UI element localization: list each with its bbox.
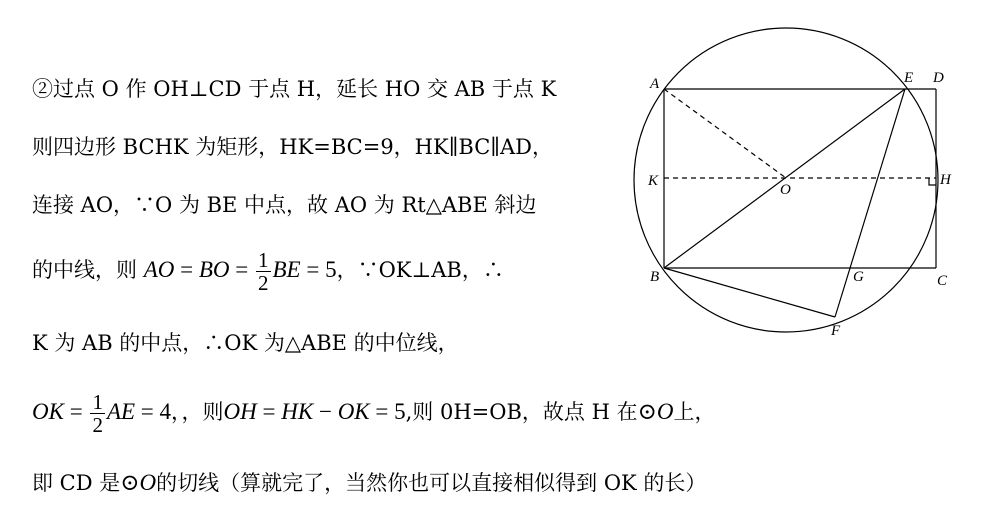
math-OH: OH	[223, 399, 257, 424]
circle-O	[634, 28, 938, 332]
segment-AO-dashed	[664, 89, 786, 178]
label-F: F	[831, 323, 841, 339]
math-eq: =	[256, 399, 282, 424]
math-OK: OK	[32, 399, 64, 424]
line-4-text-a: 的中线，则	[32, 258, 137, 282]
fraction-numerator: 1	[258, 248, 269, 272]
right-angle-mark-H	[929, 178, 936, 185]
math-AE: AE	[106, 399, 136, 424]
math-eq-value: = 4	[135, 399, 172, 424]
line-7-text-b: 的切线（算就完了，当然你也可以直接相似得到 OK 的长）	[156, 471, 707, 495]
line-6-text-a: ，，则	[171, 400, 224, 424]
fraction-numerator: 1	[92, 390, 103, 414]
line-2-text: 则四边形 BCHK 为矩形，HK=BC=9，HK∥BC∥AD，	[32, 135, 553, 159]
line-6-text-b: ,则 0H=OB，故点 H 在	[405, 400, 638, 424]
line-5-text: K 为 AB 的中点，∴OK 为△ABE 的中位线，	[32, 331, 459, 355]
math-eq: =	[174, 257, 199, 282]
math-eq: =	[63, 399, 89, 424]
label-O: O	[780, 182, 791, 198]
label-H: H	[940, 172, 951, 188]
label-A: A	[650, 76, 660, 92]
line-1-text: ②过点 O 作 OH⊥CD 于点 H，延长 HO 交 AB 于点 K	[32, 77, 557, 101]
line-4-text-b: ，∵OK⊥AB，∴	[336, 258, 504, 282]
circle-symbol: ⊙	[120, 470, 140, 495]
math-minus: −	[313, 399, 338, 424]
math-eq-value: = 5	[369, 399, 406, 424]
circle-symbol: ⊙	[637, 399, 657, 424]
math-eq: =	[229, 257, 254, 282]
fraction-denominator: 2	[92, 413, 103, 437]
line-7-text-a: 即 CD 是	[32, 471, 121, 495]
math-AO: AO	[143, 257, 175, 282]
math-BE: BE	[272, 257, 301, 282]
fraction-denominator: 2	[258, 271, 269, 295]
label-C: C	[937, 273, 948, 289]
label-G: G	[853, 269, 864, 285]
math-BO: BO	[198, 257, 230, 282]
math-OK: OK	[337, 399, 370, 424]
label-K: K	[648, 173, 659, 189]
label-E: E	[904, 70, 914, 86]
math-HK: HK	[281, 399, 314, 424]
segment-BF	[664, 268, 835, 317]
line-3-text: 连接 AO，∵O 为 BE 中点，故 AO 为 Rt△ABE 斜边	[32, 193, 537, 217]
label-B: B	[650, 269, 660, 285]
math-O: O	[139, 470, 157, 495]
line-6-text-c: 上，	[673, 400, 716, 424]
label-D: D	[933, 70, 944, 86]
math-O: O	[656, 399, 674, 424]
segment-EF	[835, 89, 905, 317]
math-eq-value: = 5	[300, 257, 337, 282]
